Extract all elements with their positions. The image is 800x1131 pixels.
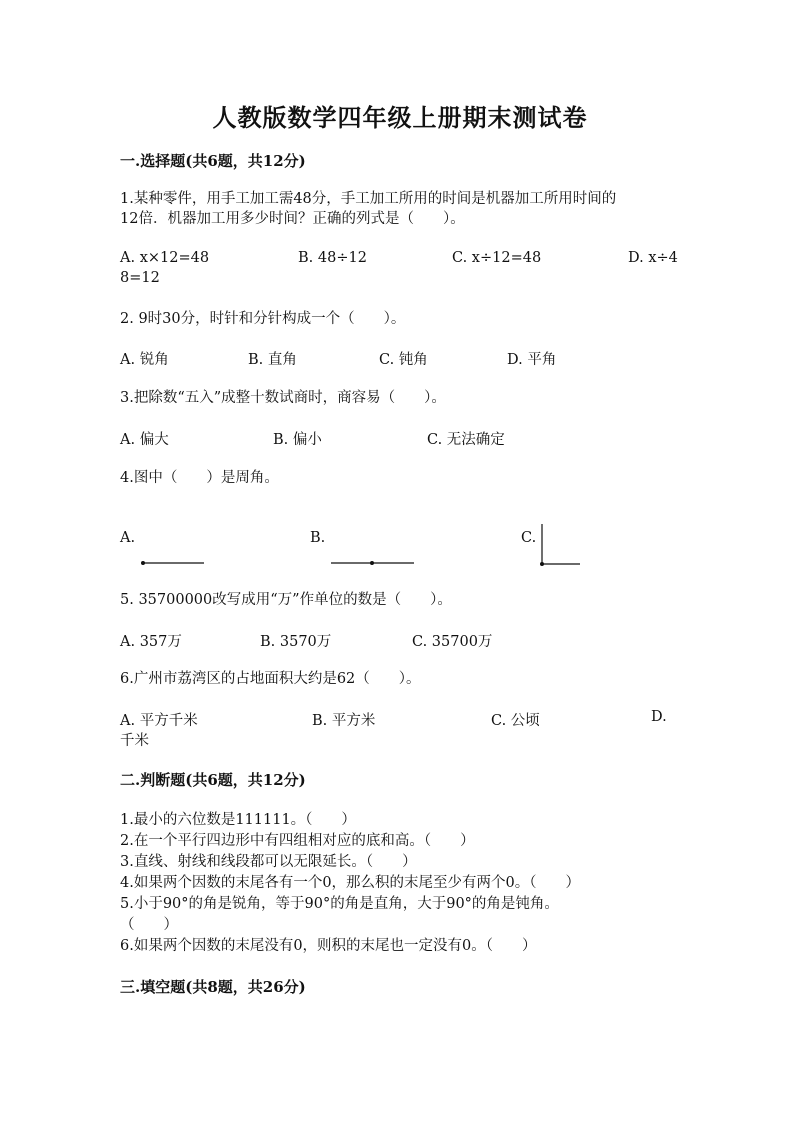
question-1-option-b: B. 48÷12 [298,250,367,266]
angle-figure-b [328,555,418,569]
section-heading-judge: 二.判断题(共6题，共12分) [120,771,306,789]
page-title: 人教版数学四年级上册期末测试卷 [212,103,588,132]
question-5: 5. 35700000改写成用“万”作单位的数是（ ）。 [120,592,452,608]
question-6-option-c: C. 公顷 [491,713,540,729]
angle-b-vertex [370,561,374,565]
question-2-option-d: D. 平角 [507,352,557,368]
question-5-option-c: C. 35700万 [412,634,493,650]
judge-item-3: 3.直线、射线和线段都可以无限延长。（ ） [120,854,417,870]
question-2: 2. 9时30分，时针和分针构成一个（ ）。 [120,311,406,327]
question-3-option-c: C. 无法确定 [427,432,505,448]
question-4-option-b: B. [310,530,326,546]
question-2-option-a: A. 锐角 [120,352,169,368]
judge-item-5-answer: （ ） [120,917,178,933]
question-1-option-c: C. x÷12=48 [452,250,542,266]
judge-item-1: 1.最小的六位数是111111。（ ） [120,812,356,828]
question-3-option-b: B. 偏小 [273,432,322,448]
question-4-option-a: A. [120,530,136,546]
question-6-option-d: D. [651,709,667,725]
question-2-option-c: C. 钝角 [379,352,428,368]
question-1-option-a: A. x×12=48 [120,250,210,266]
question-3: 3.把除数“五入”成整十数试商时，商容易（ ）。 [120,390,446,406]
question-1-line-2: 12倍．机器加工用多少时间？正确的列式是（ ）。 [120,211,465,227]
question-1-option-d: D. x÷4 [628,250,678,266]
section-heading-fill: 三.填空题(共8题，共26分) [120,978,306,996]
question-6-option-b: B. 平方米 [312,713,376,729]
question-2-option-b: B. 直角 [248,352,297,368]
judge-item-2: 2.在一个平行四边形中有四组相对应的底和高。（ ） [120,833,475,849]
question-6: 6.广州市荔湾区的占地面积大约是62（ ）。 [120,671,421,687]
angle-c-vertex [540,562,544,566]
question-5-option-a: A. 357万 [120,634,182,650]
question-4: 4.图中（ ）是周角。 [120,470,279,486]
question-6-option-a: A. 平方千米 [120,713,198,729]
angle-a-vertex [141,561,145,565]
question-1-option-d-wrap: 8=12 [120,270,160,286]
angle-figure-a [138,555,208,569]
question-1-line-1: 1.某种零件，用手工加工需48分，手工加工所用的时间是机器加工所用时间的 [120,191,617,207]
judge-item-4: 4.如果两个因数的末尾各有一个0，那么积的末尾至少有两个0。（ ） [120,875,581,891]
judge-item-5: 5.小于90°的角是锐角，等于90°的角是直角，大于90°的角是钝角。 [120,896,559,912]
question-6-option-d-wrap: 千米 [120,733,149,749]
question-3-option-a: A. 偏大 [120,432,169,448]
section-heading-choice: 一.选择题(共6题，共12分) [120,152,306,170]
angle-figure-c [536,522,584,572]
question-5-option-b: B. 3570万 [260,634,332,650]
judge-item-6: 6.如果两个因数的末尾没有0，则积的末尾也一定没有0。（ ） [120,938,537,954]
question-4-option-c: C. [521,530,537,546]
